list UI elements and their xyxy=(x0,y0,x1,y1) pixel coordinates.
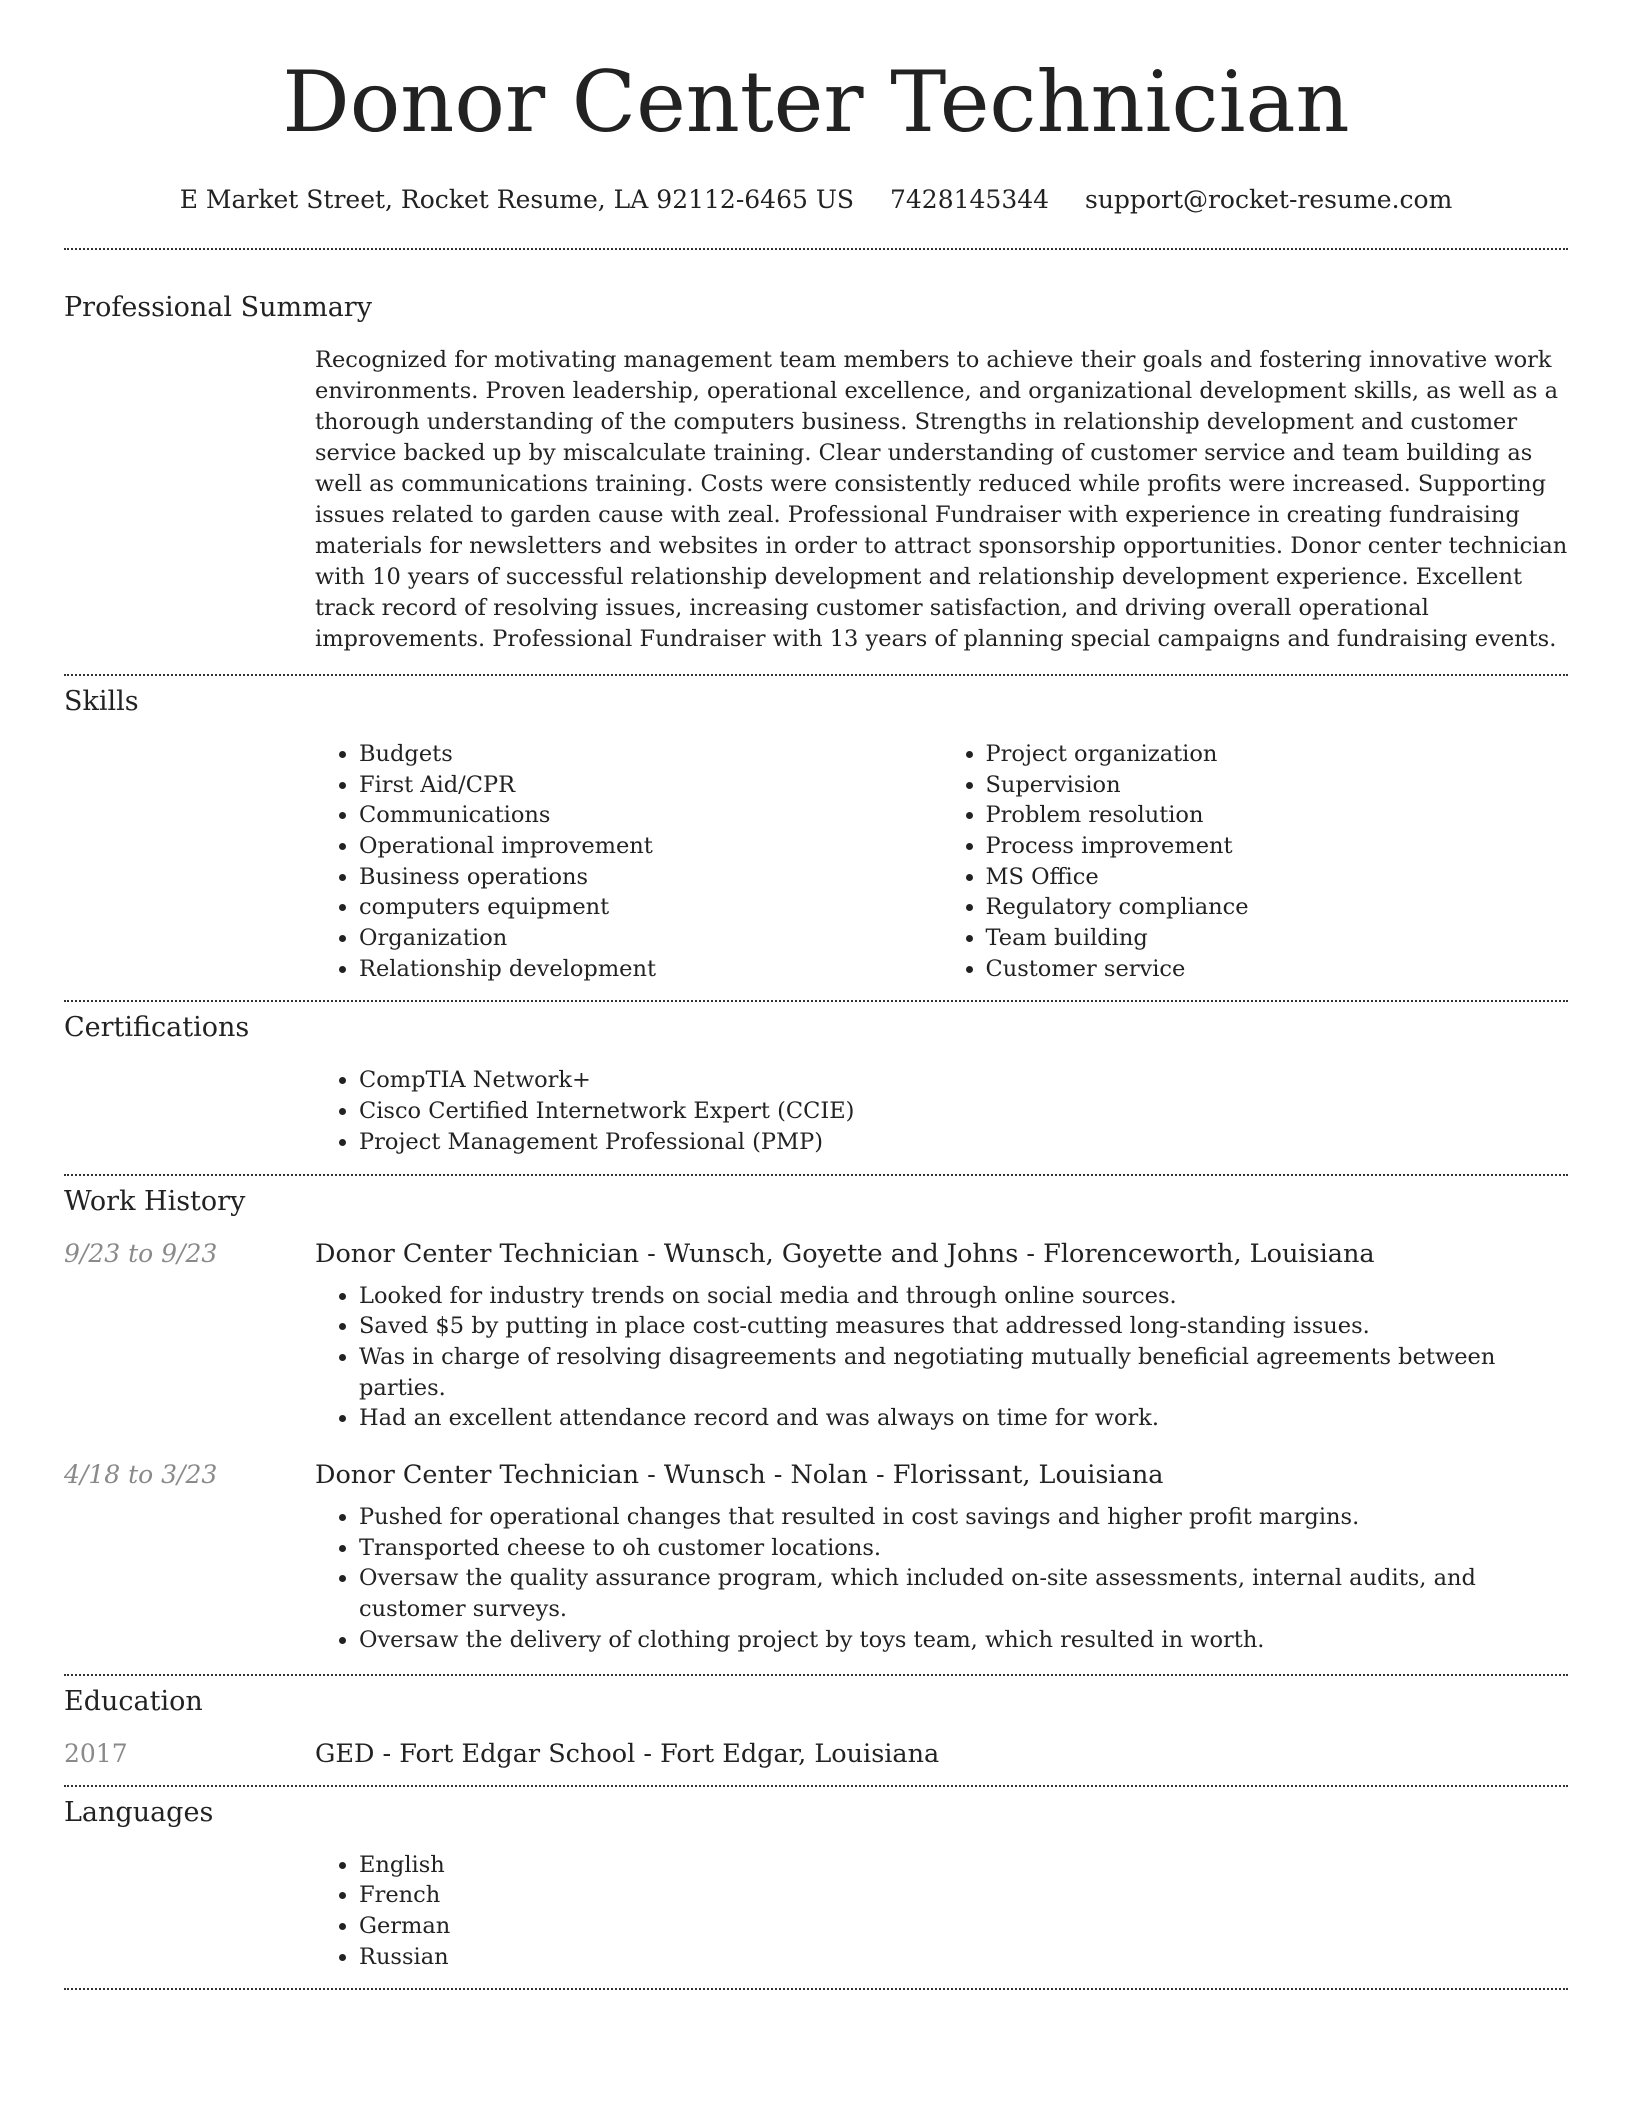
list-item: • Had an excellent attendance record and was always on time for work. xyxy=(359,1403,1568,1434)
list-item: • Relationship development xyxy=(359,954,942,985)
list-item: • Process improvement xyxy=(986,831,1569,862)
list-item: • Looked for industry trends on social media and through online sources. xyxy=(359,1281,1568,1312)
work-history-section xyxy=(0,1176,1632,1656)
education-year: 2017 xyxy=(64,1738,128,1768)
summary-title: Professional Summary xyxy=(64,291,372,323)
list-item: • Communications xyxy=(359,800,942,831)
skills-title: Skills xyxy=(64,685,139,717)
list-item: • Regulatory compliance xyxy=(986,892,1569,923)
list-item: • German xyxy=(359,1911,1568,1942)
resume-header xyxy=(0,0,1632,214)
list-item: • Transported cheese to oh customer locations. xyxy=(359,1533,1568,1564)
summary-text: Recognized for motivating management team members to achieve their goals and fostering innovative work environments. Proven leadership, operational excellence, and organizational development skills, as well as a thorough understanding of the computers business. Strengths in relationship development and customer service backed up by miscalculate training. Clear understanding of customer service and team building as well as communications training. Costs were consistently reduced while profits were increased. Supporting issues related to garden cause with zeal. Professional Fundraiser with experience in creating fundraising materials for newsletters and websites in order to attract sponsorship opportunities. Donor center technician with 10 years of successful relationship development and relationship development experience. Excellent track record of resolving issues, increasing customer satisfaction, and driving overall operational improvements. Professional Fundraiser with 13 years of planning special campaigns and fundraising events. xyxy=(315,346,1568,652)
job-dates: 9/23 to 9/23 xyxy=(64,1238,218,1268)
education-detail: GED - Fort Edgar School - Fort Edgar, Louisiana xyxy=(315,1738,940,1769)
skills-list-right xyxy=(942,739,1569,985)
languages-list xyxy=(315,1850,1568,1973)
list-item: • English xyxy=(359,1850,1568,1881)
languages-title: Languages xyxy=(64,1796,214,1828)
education-title: Education xyxy=(64,1685,203,1717)
list-item: • computers equipment xyxy=(359,892,942,923)
list-item: • French xyxy=(359,1880,1568,1911)
job-bullets xyxy=(315,1281,1568,1435)
contact-phone: 7428145344 xyxy=(889,184,1050,214)
list-item: • Supervision xyxy=(986,770,1569,801)
list-item: • Customer service xyxy=(986,954,1569,985)
list-item: • First Aid/CPR xyxy=(359,770,942,801)
certifications-list xyxy=(315,1065,1568,1157)
list-item: • Budgets xyxy=(359,739,942,770)
education-section xyxy=(0,1676,1632,1769)
list-item: • Operational improvement xyxy=(359,831,942,862)
list-item: • Cisco Certified Internetwork Expert (CCIE) xyxy=(359,1096,1568,1127)
languages-section xyxy=(0,1787,1632,1973)
list-item: • Was in charge of resolving disagreements and negotiating mutually beneficial agreements between parties. xyxy=(359,1342,1568,1403)
contact-address: E Market Street, Rocket Resume, LA 92112-6465 US xyxy=(179,184,855,214)
list-item: • Pushed for operational changes that resulted in cost savings and higher profit margins. xyxy=(359,1502,1568,1533)
list-item: • CompTIA Network+ xyxy=(359,1065,1568,1096)
candidate-name: Donor Center Technician xyxy=(282,53,1350,151)
list-item: • MS Office xyxy=(986,862,1569,893)
work-history-title: Work History xyxy=(64,1185,246,1217)
section-divider xyxy=(64,1988,1568,1990)
list-item: • Team building xyxy=(986,923,1569,954)
job-bullets xyxy=(315,1502,1568,1656)
list-item: • Organization xyxy=(359,923,942,954)
list-item: • Business operations xyxy=(359,862,942,893)
languages-body xyxy=(315,1850,1568,1973)
list-item: • Saved $5 by putting in place cost-cutting measures that addressed long-standing issues. xyxy=(359,1311,1568,1342)
job-dates: 4/18 to 3/23 xyxy=(64,1460,218,1490)
certifications-section xyxy=(0,1002,1632,1157)
list-item: • Oversaw the delivery of clothing project by toys team, which resulted in worth. xyxy=(359,1625,1568,1656)
job-header xyxy=(64,1239,1568,1269)
job-header xyxy=(64,1460,1568,1490)
skills-section xyxy=(0,676,1632,985)
job-entry xyxy=(64,1239,1568,1435)
contact-email: support@rocket-resume.com xyxy=(1085,184,1453,214)
skills-columns xyxy=(315,739,1568,985)
list-item: • Russian xyxy=(359,1942,1568,1973)
list-item: • Project organization xyxy=(986,739,1569,770)
job-entry xyxy=(64,1460,1568,1656)
job-details xyxy=(315,1502,1568,1656)
list-item: • Project Management Professional (PMP) xyxy=(359,1127,1568,1158)
list-item: • Oversaw the quality assurance program, which included on-site assessments, internal audits, and customer surveys. xyxy=(359,1563,1568,1624)
certifications-body xyxy=(315,1065,1568,1157)
education-entry xyxy=(64,1739,1568,1769)
summary-section xyxy=(0,250,1632,655)
job-details xyxy=(315,1281,1568,1435)
job-title: Donor Center Technician - Wunsch, Goyette and Johns - Florenceworth, Louisiana xyxy=(315,1238,1375,1269)
contact-line xyxy=(0,185,1632,214)
list-item: • Problem resolution xyxy=(986,800,1569,831)
skills-list-left xyxy=(315,739,942,985)
certifications-title: Certifications xyxy=(64,1012,250,1044)
job-title: Donor Center Technician - Wunsch - Nolan - Florissant, Louisiana xyxy=(315,1460,1164,1491)
